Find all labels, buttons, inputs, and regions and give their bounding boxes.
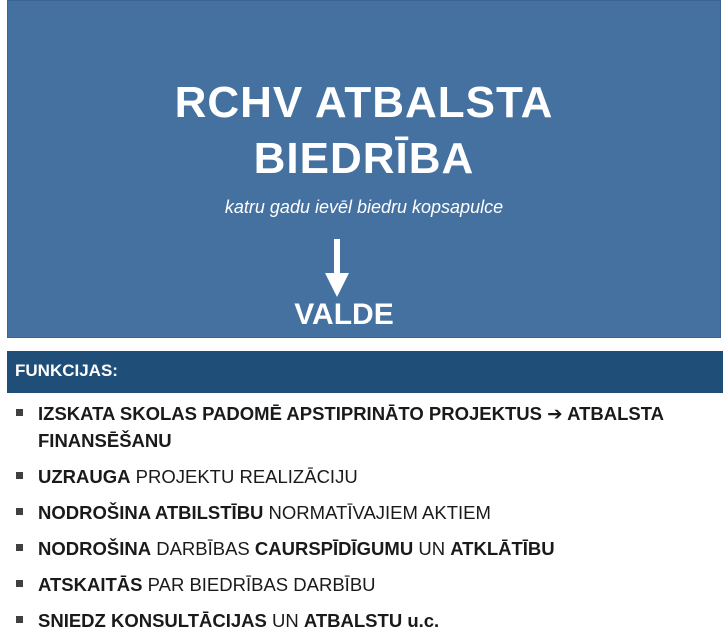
- function-text-bold: CAURSPĪDĪGUMU: [254, 538, 414, 559]
- square-bullet-icon: [16, 508, 23, 515]
- function-text-bold: UZRAUGA: [38, 466, 131, 487]
- function-item: [14, 499, 718, 526]
- square-bullet-icon: [16, 616, 23, 623]
- function-item: [14, 571, 718, 598]
- function-text-bold: ATKLĀTĪBU: [450, 538, 555, 559]
- function-item: [14, 535, 718, 562]
- function-text-bold: SNIEDZ KONSULTĀCIJAS: [38, 610, 267, 631]
- organization-box: [7, 0, 721, 338]
- functions-list: [14, 400, 718, 643]
- board-label: VALDE: [294, 298, 394, 331]
- square-bullet-icon: [16, 472, 23, 479]
- function-text-bold: ATSKAITĀS: [38, 574, 143, 595]
- function-item: [14, 607, 718, 634]
- square-bullet-icon: [16, 580, 23, 587]
- functions-header: FUNKCIJAS:: [15, 361, 118, 380]
- organization-title: [8, 75, 720, 187]
- organization-title-line1: RCHV ATBALSTA: [174, 78, 554, 127]
- function-text-bold: ATBALSTU u.c.: [303, 610, 440, 631]
- function-text-bold: NODROŠINA: [38, 538, 152, 559]
- function-item: [14, 400, 718, 454]
- function-text: NORMATĪVAJIEM AKTIEM: [263, 502, 491, 523]
- function-text: PROJEKTU REALIZĀCIJU: [130, 466, 358, 487]
- function-text-bold: ➔: [547, 403, 563, 424]
- functions-header-bar: [7, 351, 723, 393]
- function-text-bold: NODROŠINA ATBILSTĪBU: [38, 502, 264, 523]
- function-text: UN: [413, 538, 451, 559]
- function-text-bold: ATBALSTA FINANSĒŠANU: [38, 403, 664, 451]
- square-bullet-icon: [16, 544, 23, 551]
- function-item: [14, 463, 718, 490]
- organization-subtitle: katru gadu ievēl biedru kopsapulce: [224, 197, 504, 217]
- function-text: UN: [266, 610, 304, 631]
- function-text: DARBĪBAS: [151, 538, 255, 559]
- organization-title-line2: BIEDRĪBA: [253, 134, 475, 183]
- function-text-bold: IZSKATA SKOLAS PADOMĒ APSTIPRINĀTO PROJEKTUS: [38, 403, 548, 424]
- function-text: PAR BIEDRĪBAS DARBĪBU: [142, 574, 376, 595]
- square-bullet-icon: [16, 409, 23, 416]
- down-arrow-icon: [324, 239, 350, 299]
